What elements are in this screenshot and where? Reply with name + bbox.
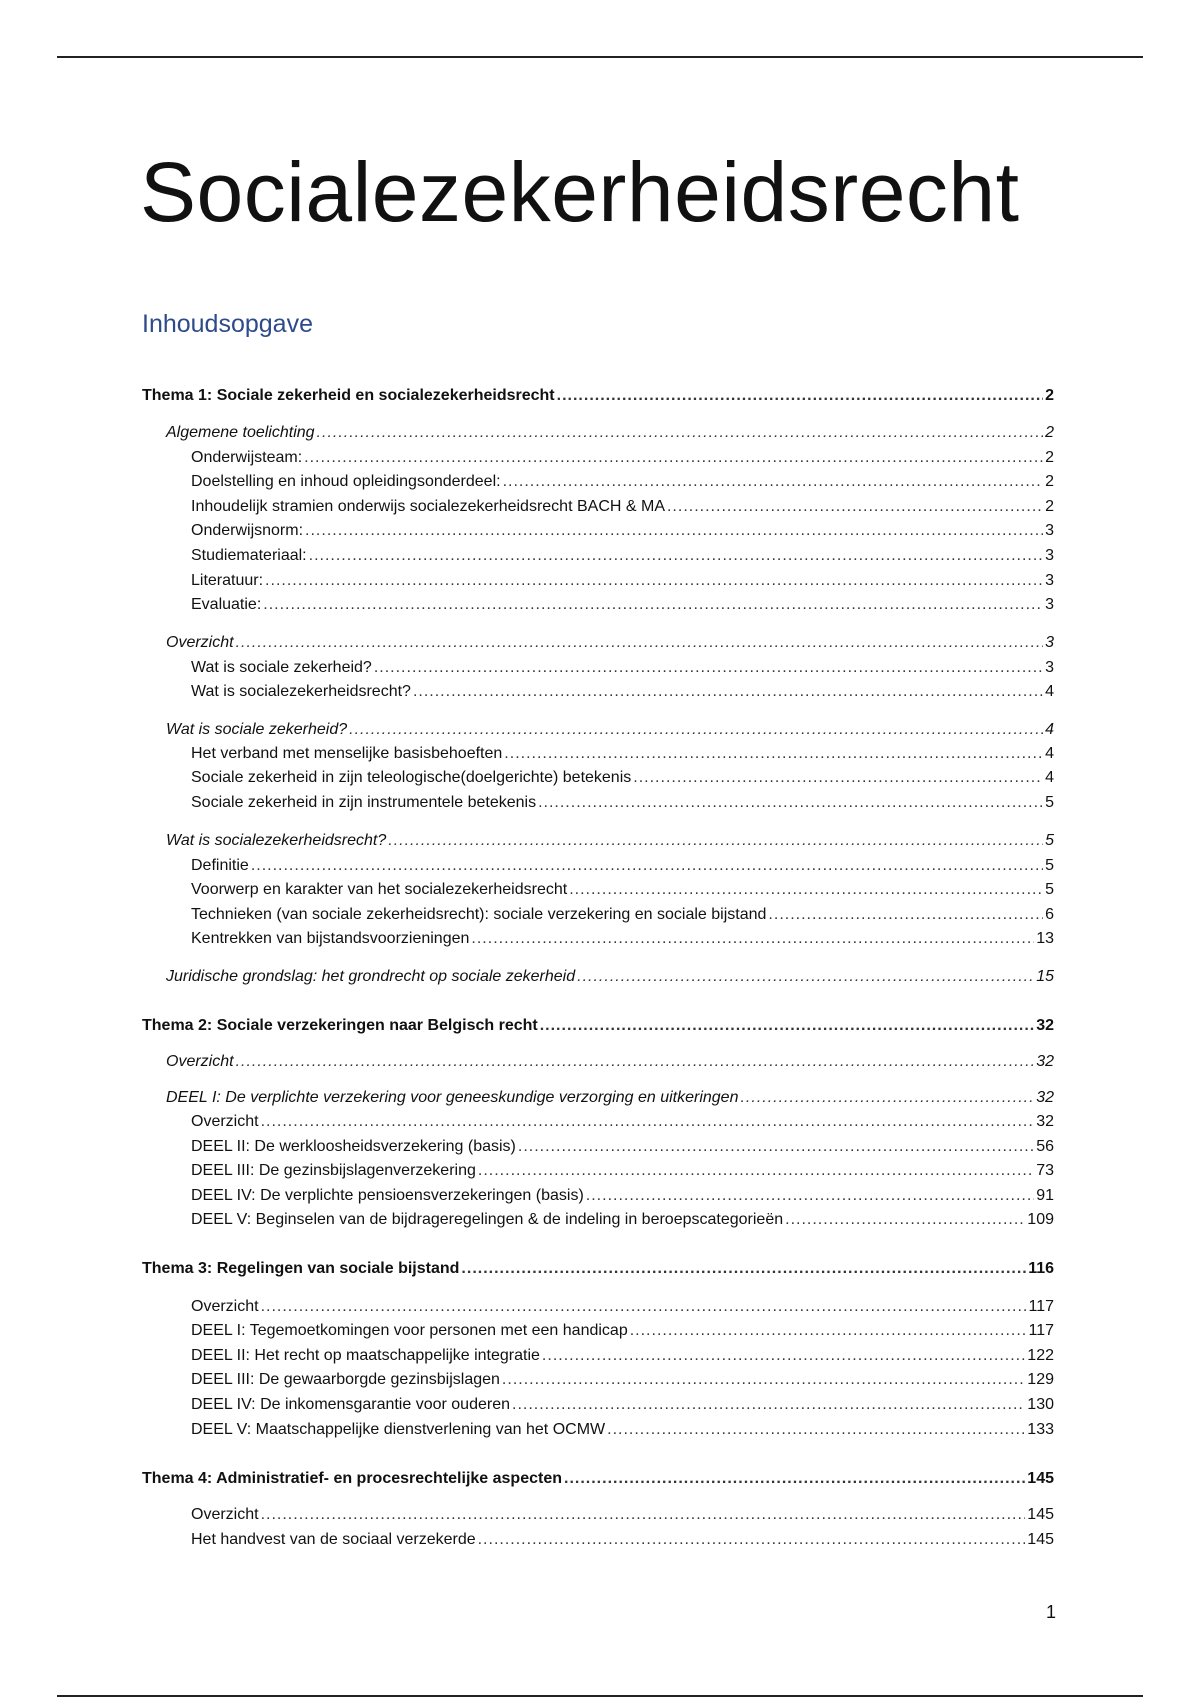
toc-entry-title: Thema 2: Sociale verzekeringen naar Belgisch recht [142, 1017, 538, 1034]
toc-dot-leader [577, 966, 1034, 988]
toc-entry-page: 2 [1045, 424, 1054, 441]
toc-entry-page: 5 [1045, 794, 1054, 811]
toc-dot-leader [471, 928, 1034, 950]
toc-entry-page: 116 [1028, 1260, 1054, 1277]
toc-entry[interactable] [191, 1504, 1054, 1526]
toc-entry-page: 3 [1045, 596, 1054, 613]
toc-entry-title: Kentrekken van bijstandsvoorzieningen [191, 930, 470, 947]
toc-dot-leader [261, 1296, 1027, 1318]
toc-entry-title: Overzicht [166, 1053, 234, 1070]
toc-entry[interactable] [166, 966, 1054, 988]
toc-entry-page: 2 [1045, 449, 1054, 466]
toc-entry-title: Sociale zekerheid in zijn teleologische(doelgerichte) betekenis [191, 769, 632, 786]
toc-entry[interactable] [191, 1320, 1054, 1342]
toc-entry-page: 4 [1045, 721, 1054, 738]
toc-heading: Inhoudsopgave [142, 310, 313, 338]
toc-entry-page: 2 [1045, 498, 1054, 515]
toc-entry[interactable] [191, 879, 1054, 901]
toc-dot-leader [317, 422, 1044, 444]
toc-entry[interactable] [166, 719, 1054, 741]
toc-entry-title: Thema 3: Regelingen van sociale bijstand [142, 1260, 460, 1277]
toc-entry[interactable] [191, 545, 1054, 567]
toc-entry-page: 3 [1045, 634, 1054, 651]
toc-entry[interactable] [191, 447, 1054, 469]
toc-entry-title: Wat is socialezekerheidsrecht? [166, 832, 387, 849]
toc-entry-title: Wat is socialezekerheidsrecht? [191, 683, 411, 700]
toc-entry-page: 145 [1027, 1506, 1054, 1523]
toc-dot-leader [518, 1136, 1034, 1158]
toc-entry[interactable] [191, 1369, 1054, 1391]
toc-dot-leader [261, 1111, 1035, 1133]
toc-dot-leader [564, 1468, 1025, 1490]
toc-entry-title: DEEL V: Beginselen van de bijdrageregelingen & de indeling in beroepscategorieën [191, 1211, 784, 1228]
toc-entry[interactable] [191, 1419, 1054, 1441]
toc-entry-title: Evaluatie: [191, 596, 262, 613]
toc-entry[interactable] [191, 743, 1054, 765]
toc-entry[interactable] [166, 632, 1054, 654]
toc-dot-leader [538, 792, 1043, 814]
page-number: 1 [1045, 1602, 1056, 1622]
toc-dot-leader [768, 904, 1043, 926]
toc-dot-leader [349, 719, 1043, 741]
toc-entry-title: Onderwijsteam: [191, 449, 303, 466]
toc-entry-page: 13 [1036, 930, 1054, 947]
toc-entry-page: 73 [1036, 1162, 1054, 1179]
toc-entry-page: 32 [1036, 1017, 1054, 1034]
toc-entry[interactable] [191, 1296, 1054, 1318]
toc-entry-page: 109 [1027, 1211, 1054, 1228]
document-title: Socialezekerheidsrecht [140, 145, 1020, 239]
toc-entry-title: Wat is sociale zekerheid? [191, 659, 372, 676]
toc-dot-leader [740, 1087, 1034, 1109]
toc-entry-page: 145 [1027, 1470, 1054, 1487]
toc-entry-page: 145 [1027, 1531, 1054, 1548]
toc-entry[interactable] [191, 1394, 1054, 1416]
toc-entry-title: DEEL III: De gezinsbijslagenverzekering [191, 1162, 476, 1179]
toc-dot-leader [236, 1051, 1035, 1073]
toc-entry-title: Literatuur: [191, 572, 264, 589]
toc-entry[interactable] [191, 1136, 1054, 1158]
toc-entry-page: 91 [1036, 1187, 1054, 1204]
toc-entry-title: Technieken (van sociale zekerheidsrecht): sociale verzekering en sociale bijstand [191, 906, 767, 923]
toc-dot-leader [388, 830, 1043, 852]
toc-entry[interactable] [191, 1160, 1054, 1182]
toc-dot-leader [542, 1345, 1025, 1367]
toc-dot-leader [478, 1529, 1026, 1551]
toc-entry[interactable] [191, 681, 1054, 703]
toc-entry-page: 6 [1045, 906, 1054, 923]
toc-entry-title: Overzicht [191, 1298, 259, 1315]
toc-dot-leader [374, 657, 1043, 679]
toc-entry[interactable] [191, 1111, 1054, 1133]
toc-entry-page: 4 [1045, 683, 1054, 700]
toc-entry[interactable] [191, 1209, 1054, 1231]
toc-dot-leader [633, 767, 1043, 789]
toc-entry-title: DEEL I: Tegemoetkomingen voor personen met een handicap [191, 1322, 628, 1339]
toc-dot-leader [261, 1504, 1026, 1526]
toc-entry-page: 133 [1027, 1421, 1054, 1438]
toc-entry[interactable] [191, 1185, 1054, 1207]
toc-entry-page: 122 [1027, 1347, 1054, 1364]
toc-entry-title: Overzicht [191, 1506, 259, 1523]
toc-entry-title: DEEL II: De werkloosheidsverzekering (basis) [191, 1138, 516, 1155]
toc-entry-page: 3 [1045, 572, 1054, 589]
toc-entry-title: Sociale zekerheid in zijn instrumentele betekenis [191, 794, 537, 811]
toc-entry-title: DEEL IV: De inkomensgarantie voor ouderen [191, 1396, 510, 1413]
toc-entry-page: 130 [1027, 1396, 1054, 1413]
toc-entry[interactable] [191, 496, 1054, 518]
toc-entry-page: 2 [1045, 387, 1054, 404]
toc-entry-title: DEEL III: De gewaarborgde gezinsbijslagen [191, 1371, 500, 1388]
toc-entry-page: 129 [1027, 1371, 1054, 1388]
header-rule [57, 56, 1143, 58]
toc-dot-leader [265, 570, 1043, 592]
toc-entry-title: Thema 1: Sociale zekerheid en socialezekerheidsrecht [142, 387, 555, 404]
toc-entry-title: Wat is sociale zekerheid? [166, 721, 348, 738]
toc-entry[interactable] [191, 570, 1054, 592]
toc-entry[interactable] [142, 1258, 1054, 1280]
toc-entry-title: Algemene toelichting [166, 424, 315, 441]
toc-dot-leader [263, 594, 1043, 616]
toc-dot-leader [607, 1419, 1025, 1441]
toc-dot-leader [569, 879, 1043, 901]
toc-entry-title: Het handvest van de sociaal verzekerde [191, 1531, 476, 1548]
toc-entry[interactable] [191, 855, 1054, 877]
toc-dot-leader [504, 743, 1043, 765]
toc-entry-page: 3 [1045, 522, 1054, 539]
toc-dot-leader [478, 1160, 1034, 1182]
toc-entry-title: Studiemateriaal: [191, 547, 307, 564]
toc-entry-title: Voorwerp en karakter van het socialezekerheidsrecht [191, 881, 568, 898]
toc-entry[interactable] [191, 520, 1054, 542]
toc-dot-leader [236, 632, 1044, 654]
toc-dot-leader [305, 520, 1043, 542]
toc-entry-page: 5 [1045, 881, 1054, 898]
toc-entry-page: 32 [1036, 1113, 1054, 1130]
toc-entry-title: DEEL I: De verplichte verzekering voor geneeskundige verzorging en uitkeringen [166, 1089, 739, 1106]
toc-entry[interactable] [191, 792, 1054, 814]
toc-entry-title: DEEL V: Maatschappelijke dienstverlening van het OCMW [191, 1421, 606, 1438]
toc-dot-leader [630, 1320, 1027, 1342]
toc-entry-page: 5 [1045, 857, 1054, 874]
toc-dot-leader [251, 855, 1043, 877]
toc-entry[interactable] [166, 1051, 1054, 1073]
toc-entry-page: 56 [1036, 1138, 1054, 1155]
toc-dot-leader [502, 1369, 1025, 1391]
toc-entry-title: Overzicht [191, 1113, 259, 1130]
toc-entry[interactable] [191, 767, 1054, 789]
toc-dot-leader [304, 447, 1043, 469]
toc-dot-leader [413, 681, 1043, 703]
toc-dot-leader [461, 1258, 1026, 1280]
toc-entry-page: 5 [1045, 832, 1054, 849]
toc-entry-title: Inhoudelijk stramien onderwijs socialezekerheidsrecht BACH & MA [191, 498, 665, 515]
toc-entry-page: 117 [1028, 1322, 1054, 1339]
toc-entry-page: 15 [1036, 968, 1054, 985]
toc-entry[interactable] [142, 385, 1054, 407]
toc-entry-title: DEEL IV: De verplichte pensioensverzekeringen (basis) [191, 1187, 584, 1204]
toc-entry[interactable] [191, 594, 1054, 616]
toc-dot-leader [503, 471, 1044, 493]
toc-entry[interactable] [142, 1015, 1054, 1037]
toc-entry-page: 4 [1045, 745, 1054, 762]
toc-entry[interactable] [191, 904, 1054, 926]
toc-entry[interactable] [191, 928, 1054, 950]
toc-entry[interactable] [166, 830, 1054, 852]
toc-dot-leader [785, 1209, 1025, 1231]
toc-entry-page: 4 [1045, 769, 1054, 786]
toc-entry-page: 117 [1028, 1298, 1054, 1315]
toc-entry-title: Thema 4: Administratief- en procesrechtelijke aspecten [142, 1470, 562, 1487]
toc-entry[interactable] [142, 1468, 1054, 1490]
toc-entry-page: 32 [1036, 1089, 1054, 1106]
toc-entry[interactable] [166, 422, 1054, 444]
toc-entry-title: Definitie [191, 857, 249, 874]
toc-entry-title: Juridische grondslag: het grondrecht op sociale zekerheid [166, 968, 576, 985]
toc-dot-leader [512, 1394, 1025, 1416]
footer-rule [57, 1695, 1143, 1697]
toc-entry-title: Doelstelling en inhoud opleidingsonderdeel: [191, 473, 501, 490]
toc-entry-title: Onderwijsnorm: [191, 522, 304, 539]
toc-entry-title: Overzicht [166, 634, 234, 651]
toc-entry[interactable] [191, 657, 1054, 679]
toc-entry[interactable] [191, 471, 1054, 493]
toc-dot-leader [557, 385, 1043, 407]
toc-dot-leader [667, 496, 1043, 518]
toc-dot-leader [586, 1185, 1034, 1207]
toc-dot-leader [540, 1015, 1034, 1037]
toc-entry-page: 3 [1045, 547, 1054, 564]
toc-entry-title: Het verband met menselijke basisbehoeften [191, 745, 503, 762]
toc-entry-page: 2 [1045, 473, 1054, 490]
toc-entry-page: 32 [1036, 1053, 1054, 1070]
toc-dot-leader [309, 545, 1043, 567]
toc-entry[interactable] [191, 1345, 1054, 1367]
toc-entry[interactable] [166, 1087, 1054, 1109]
toc-entry[interactable] [191, 1529, 1054, 1551]
toc-entry-page: 3 [1045, 659, 1054, 676]
toc-entry-title: DEEL II: Het recht op maatschappelijke integratie [191, 1347, 540, 1364]
